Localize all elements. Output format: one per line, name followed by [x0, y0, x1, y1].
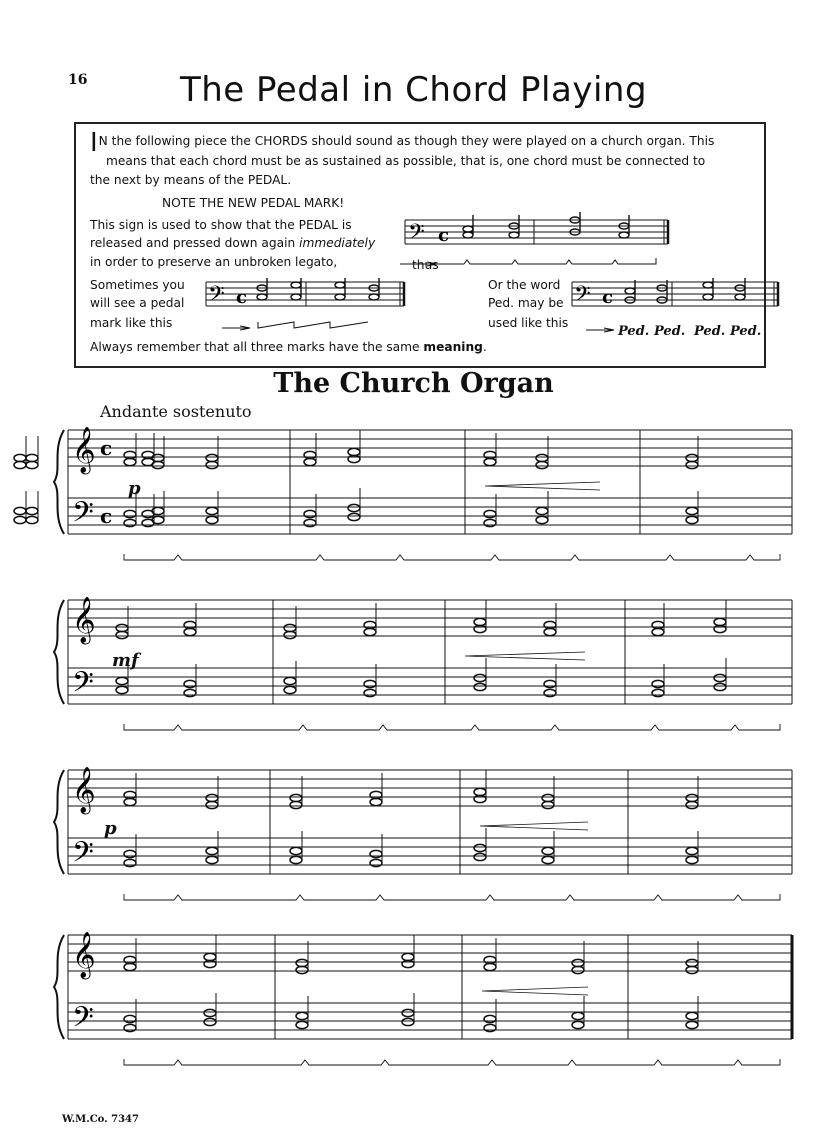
chord-note: [14, 507, 26, 514]
chord-note: [290, 847, 302, 854]
chord-note: [290, 794, 302, 801]
footer-plate-number: W.M.Co. 7347: [62, 1114, 139, 1125]
chord-note: [484, 451, 496, 458]
brace: [54, 770, 64, 874]
chord-note: [184, 621, 196, 628]
chord-note: [14, 461, 26, 468]
brace: [54, 935, 64, 1039]
sometimes-line-2: will see a pedal: [90, 296, 185, 310]
chord-note: [686, 801, 698, 808]
chord-note: [484, 458, 496, 465]
chord-note: [26, 454, 38, 461]
chord-note: [116, 677, 128, 684]
chord-note: [296, 1021, 308, 1028]
chord-note: [544, 628, 556, 635]
chord-note: [14, 516, 26, 523]
sign-line-3: in order to preserve an unbroken legato,: [90, 255, 338, 269]
dynamic-p-1: p: [128, 478, 141, 499]
thus-label: thus: [412, 258, 439, 272]
bass-clef-icon: 𝄢: [408, 220, 425, 250]
intro-line-1: IN the following piece the CHORDS should sound as though they were played on a church organ. This: [90, 128, 715, 158]
chord-note: [686, 856, 698, 863]
chord-note: [296, 1012, 308, 1019]
chord-note: [572, 966, 584, 973]
chord-note: [370, 850, 382, 857]
chord-note: [124, 1024, 136, 1031]
chord-note: [284, 686, 296, 693]
page-title: The Pedal in Chord Playing: [179, 70, 648, 110]
chord-note: [124, 963, 136, 970]
chord-note: [14, 454, 26, 461]
tempo-marking: Andante sostenuto: [100, 402, 252, 421]
chord-note: [348, 504, 360, 511]
word-line-3: used like this: [488, 316, 569, 330]
chord-note: [116, 631, 128, 638]
treble-clef-icon: 𝄞: [72, 427, 96, 473]
chord-note: [364, 621, 376, 628]
chord-note: [542, 847, 554, 854]
chord-note: [484, 510, 496, 517]
chord-note: [474, 795, 486, 802]
chord-note: [206, 507, 218, 514]
brace: [54, 600, 64, 704]
chord-note: [370, 791, 382, 798]
bass-clef-icon-2: 𝄢: [208, 282, 225, 312]
chord-note: [290, 801, 302, 808]
chord-note: [474, 853, 486, 860]
chord-note: [572, 1012, 584, 1019]
chord-note: [686, 966, 698, 973]
common-time-icon: c: [438, 225, 449, 246]
treble-clef-icon: 𝄞: [72, 767, 96, 813]
chord-note: [686, 959, 698, 966]
example-chords-2: [257, 278, 379, 300]
chord-note: [348, 448, 360, 455]
chord-note: [474, 625, 486, 632]
page-number: 16: [68, 72, 88, 88]
hairpin: [480, 822, 588, 830]
piece-title: The Church Organ: [273, 368, 554, 399]
chord-note: [544, 680, 556, 687]
chord-note: [206, 461, 218, 468]
chord-note: [296, 959, 308, 966]
sign-line-2: released and pressed down again immediately: [90, 236, 376, 250]
chord-note: [370, 798, 382, 805]
chord-note: [536, 454, 548, 461]
word-line-1: Or the word: [488, 278, 561, 292]
pedal-bracket-example: [436, 258, 656, 264]
chord-note: [544, 689, 556, 696]
drop-cap: I: [90, 128, 98, 158]
chord-note: [124, 850, 136, 857]
treble-clef-icon: 𝄞: [72, 597, 96, 643]
chord-note: [474, 683, 486, 690]
chord-note: [124, 956, 136, 963]
chord-note: [536, 516, 548, 523]
chord-note: [652, 680, 664, 687]
chord-note: [572, 959, 584, 966]
chord-note: [402, 1009, 414, 1016]
ped-word-mark-1: Ped.: [618, 324, 650, 339]
sign-line-1: This sign is used to show that the PEDAL is: [90, 218, 352, 232]
note-heading: NOTE THE NEW PEDAL MARK!: [162, 196, 345, 210]
word-line-2: Ped. may be: [488, 296, 564, 310]
ped-word-mark-4: Ped.: [730, 324, 762, 339]
chord-note: [116, 624, 128, 631]
chord-note: [206, 516, 218, 523]
chord-note: [714, 674, 726, 681]
chord-note: [544, 621, 556, 628]
chord-note: [542, 801, 554, 808]
ped-word-mark-2: Ped.: [654, 324, 686, 339]
always-line: Always remember that all three marks have the same meaning.: [90, 340, 487, 354]
chord-note: [686, 1021, 698, 1028]
brace: [54, 430, 64, 534]
bass-clef-icon-3: 𝄢: [574, 282, 591, 312]
chord-note: [714, 683, 726, 690]
chord-note: [304, 510, 316, 517]
treble-clef-icon: 𝄞: [72, 932, 96, 978]
pedal-line: [124, 724, 780, 730]
common-time-icon-2: c: [236, 287, 247, 308]
chord-note: [402, 1018, 414, 1025]
common-time-treble: c: [100, 436, 113, 460]
ped-word-mark-3: Ped.: [694, 324, 726, 339]
chord-note: [402, 953, 414, 960]
chord-note: [402, 960, 414, 967]
chord-note: [652, 628, 664, 635]
bass-clef-icon: 𝄢: [72, 836, 94, 876]
chord-note: [204, 953, 216, 960]
chord-note: [364, 680, 376, 687]
chord-note: [572, 1021, 584, 1028]
example-chords-1: [463, 212, 629, 238]
chord-note: [204, 1009, 216, 1016]
chord-note: [204, 960, 216, 967]
chord-note: [204, 1018, 216, 1025]
chord-note: [686, 516, 698, 523]
chord-note: [686, 507, 698, 514]
chord-note: [206, 454, 218, 461]
chord-note: [116, 686, 128, 693]
chord-note: [296, 966, 308, 973]
chord-note: [206, 794, 218, 801]
chord-note: [484, 1015, 496, 1022]
chord-note: [370, 859, 382, 866]
chord-note: [124, 510, 136, 517]
chord-note: [474, 788, 486, 795]
chord-note: [26, 461, 38, 468]
pedal-line: [124, 894, 780, 900]
chord-note: [124, 451, 136, 458]
chord-note: [484, 1024, 496, 1031]
chord-note: [484, 519, 496, 526]
chord-note: [284, 677, 296, 684]
chord-note: [348, 455, 360, 462]
hairpin: [482, 987, 588, 995]
chord-note: [714, 625, 726, 632]
chord-note: [686, 461, 698, 468]
chord-note: [184, 628, 196, 635]
intro-line-3: the next by means of the PEDAL.: [90, 173, 292, 187]
chord-note: [152, 461, 164, 468]
pedal-line: [124, 1059, 780, 1065]
chord-note: [206, 856, 218, 863]
chord-note: [686, 1012, 698, 1019]
chord-note: [124, 519, 136, 526]
common-time-icon-3: c: [602, 287, 613, 308]
dynamic-p-2: p: [104, 818, 117, 839]
example-notation: [0, 0, 827, 380]
dynamic-mf: mf: [112, 650, 139, 671]
chord-note: [26, 516, 38, 523]
chord-note: [124, 458, 136, 465]
pedal-zigzag-example: [258, 322, 368, 328]
chord-note: [364, 628, 376, 635]
chord-note: [206, 847, 218, 854]
bass-clef-icon: 𝄢: [72, 666, 94, 706]
chord-note: [348, 513, 360, 520]
chord-note: [542, 856, 554, 863]
chord-note: [484, 956, 496, 963]
bass-clef-icon: 𝄢: [72, 496, 94, 536]
chord-note: [184, 680, 196, 687]
chord-note: [474, 618, 486, 625]
chord-note: [290, 856, 302, 863]
chord-note: [124, 1015, 136, 1022]
bass-clef-icon: 𝄢: [72, 1001, 94, 1041]
chord-note: [536, 461, 548, 468]
chord-note: [124, 791, 136, 798]
chord-note: [686, 847, 698, 854]
sometimes-line-1: Sometimes you: [90, 278, 185, 292]
score: [0, 400, 827, 1110]
common-time-bass: c: [100, 504, 113, 528]
hairpin: [485, 482, 600, 490]
sometimes-line-3: mark like this: [90, 316, 173, 330]
chord-note: [284, 631, 296, 638]
hairpin: [465, 652, 585, 660]
chord-note: [26, 507, 38, 514]
chord-note: [484, 963, 496, 970]
arrow-icon: [400, 262, 437, 266]
chord-note: [474, 844, 486, 851]
chord-note: [206, 801, 218, 808]
arrow-icon-3: [586, 328, 614, 332]
pedal-line: [124, 554, 780, 560]
chord-note: [536, 507, 548, 514]
chord-note: [304, 451, 316, 458]
chord-note: [652, 621, 664, 628]
intro-line-2: means that each chord must be as sustained as possible, that is, one chord must be connected to: [106, 154, 706, 168]
chord-note: [686, 794, 698, 801]
chord-note: [124, 798, 136, 805]
chord-note: [714, 618, 726, 625]
chord-note: [284, 624, 296, 631]
chord-note: [542, 794, 554, 801]
arrow-icon-2: [222, 326, 250, 330]
chord-note: [304, 458, 316, 465]
chord-note: [474, 674, 486, 681]
chord-note: [184, 689, 196, 696]
chord-note: [686, 454, 698, 461]
chord-note: [304, 519, 316, 526]
chord-note: [652, 689, 664, 696]
chord-note: [364, 689, 376, 696]
chord-note: [124, 859, 136, 866]
